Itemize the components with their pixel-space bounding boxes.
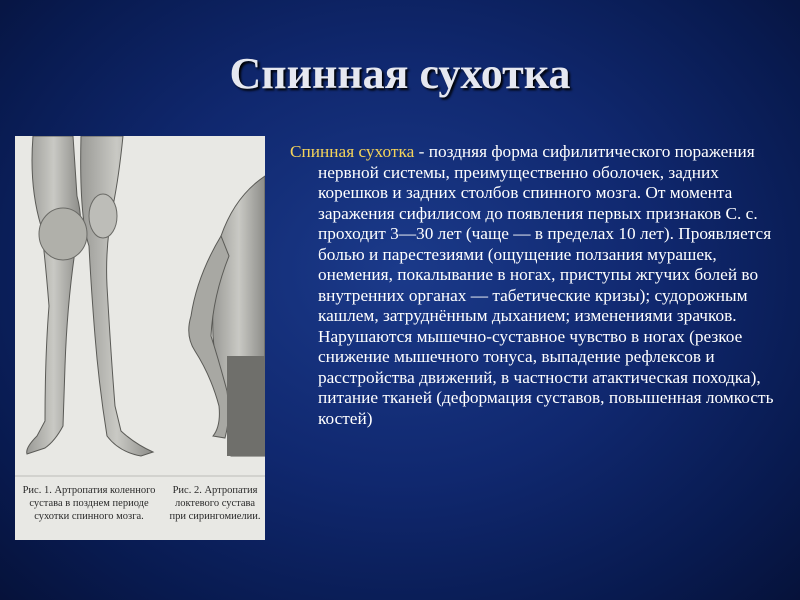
figure-caption-2: Рис. 2. Артропатия локтевого сустава при сирингомиелии. bbox=[169, 485, 261, 522]
medical-illustration bbox=[15, 136, 265, 540]
slide-title: Спинная сухотка bbox=[229, 49, 571, 98]
legs-and-torso-photo bbox=[15, 136, 265, 540]
definition-paragraph bbox=[290, 142, 786, 429]
definition-text: - поздняя форма сифилитического поражения нервной системы, преимущественно оболочек, задних корешков и задних столбов спинного мозга. От момента заражения сифилисом до появления первых признаков С. с. проходит 3—30 лет (чаще — в пределах 10 лет). Проявляется болью и парестезиями (ощущение ползания мурашек, онемения, покалывание в ногах, приступы жгучих болей во внутренних органах — табетические кризы); судорожным кашлем, затруднённым дыханием; изменениями зрачков. Нарушаются мышечно-суставное чувство в ногах (резкое снижение мышечного тонуса, выпадение рефлексов и расстройства движений, в частности атактическая походка), питание тканей (деформация суставов, повышенная ломкость костей) bbox=[318, 142, 774, 428]
highlighted-term: Спинная сухотка bbox=[290, 142, 415, 161]
figure-caption-1: Рис. 1. Артропатия коленного сустава в позднем периоде сухотки спинного мозга. bbox=[22, 485, 156, 522]
